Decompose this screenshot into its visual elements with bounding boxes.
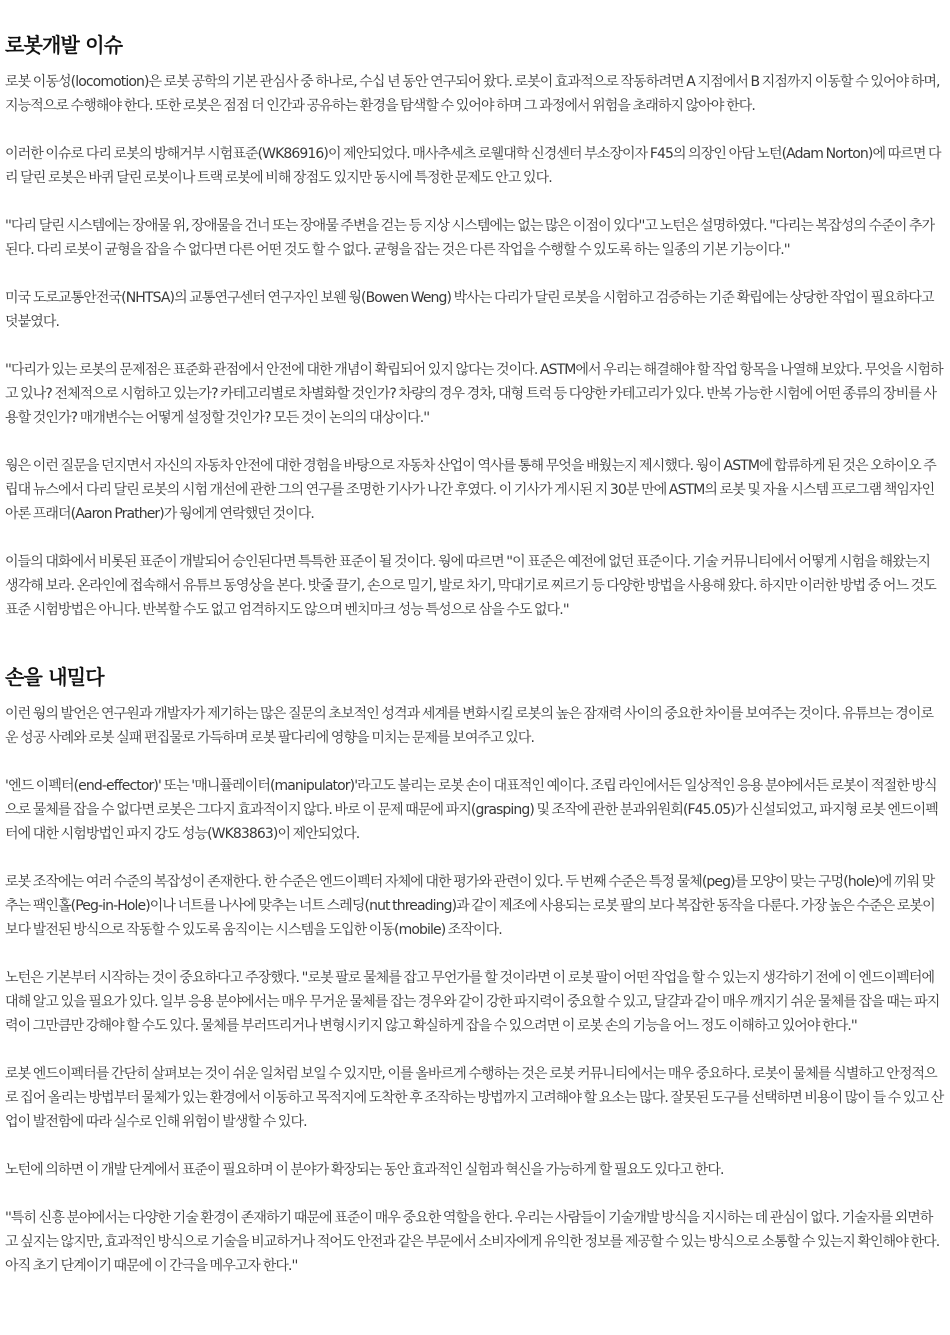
paragraph: 이들의 대화에서 비롯된 표준이 개발되어 승인된다면 특특한 표준이 될 것이다. 웡에 따르면 ''이 표준은 예전에 없던 표준이다. 기술 커뮤니티에서 어떻게 시험을 해왔는지 생각해 보라. 온라인에 접속해서 유튜브 동영상을 본다. 밧줄 끌기, 손으로 밀기, 발로 차기, 막대기로 찌르기 등 다양한 방법을 사용해 왔다. 하지만 이러한 방법 중 어느 것도 표준 시험방법은 아니다. 반복할 수도 없고 엄격하지도 않으며 벤치마크 성능 특성으로 삼을 수도 없다.'' [5,554,936,618]
paragraph: 웡은 이런 질문을 던지면서 자신의 자동차 안전에 대한 경험을 바탕으로 자동차 산업이 역사를 통해 무엇을 배웠는지 제시했다. 웡이 ASTM에 합류하게 된 것은 오하이오 주립대 뉴스에서 다리 달린 로봇의 시험 개선에 관한 그의 연구를 조명한 기사가 나간 후였다. 이 기사가 게시된 지 30분 만에 ASTM의 로봇 및 자율 시스템 프로그램 책임자인 아론 프래더(Aaron Prather)가 웡에게 연락했던 것이다. [5,458,936,522]
paragraph: ''다리가 있는 로봇의 문제점은 표준화 관점에서 안전에 대한 개념이 확립되어 있지 않다는 것이다. ASTM에서 우리는 해결해야 할 작업 항목을 나열해 보았다. 무엇을 시험하고 있나? 전체적으로 시험하고 있는가? 카테고리별로 차별화할 것인가? 차량의 경우 경차, 대형 트럭 등 다양한 카테고리가 있다. 반복 가능한 시험에 어떤 종류의 장비를 사용할 것인가? 매개변수는 어떻게 설정할 것인가? 모든 것이 논의의 대상이다.'' [5,362,943,426]
paragraph: 이러한 이슈로 다리 로봇의 방해거부 시험표준(WK86916)이 제안되었다. 매사추세츠 로웰대학 신경센터 부소장이자 F45의 의장인 아담 노턴(Adam Norton)에 따르면 다리 달린 로봇은 바퀴 달린 로봇이나 트랙 로봇에 비해 장점도 있지만 동시에 특정한 문제도 안고 있다. [5,146,941,186]
paragraph: 로봇 조작에는 여러 수준의 복잡성이 존재한다. 한 수준은 엔드이펙터 자체에 대한 평가와 관련이 있다. 두 번째 수준은 특정 물체(peg)를 모양이 맞는 구멍(hole)에 끼워 맞추는 팩인홀(Peg-in-Hole)이나 너트를 나사에 맞추는 너트 스레딩(nut threading)과 같이 제조에 사용되는 로봇 팔의 보다 복잡한 동작을 다룬다. 가장 높은 수준은 로봇이 보다 발전된 방식으로 작동할 수 있도록 움직이는 시스템을 도입한 이동(mobile) 조작이다. [5,874,935,938]
paragraph: 미국 도로교통안전국(NHTSA)의 교통연구센터 연구자인 보웬 웡(Bowen Weng) 박사는 다리가 달린 로봇을 시험하고 검증하는 기준 확립에는 상당한 작업이 필요하다고 덧붙였다. [5,290,934,330]
section-heading-reach-out: 손을 내밀다 [5,665,104,689]
paragraph: 노턴은 기본부터 시작하는 것이 중요하다고 주장했다. ''로봇 팔로 물체를 잡고 무언가를 할 것이라면 이 로봇 팔이 어떤 작업을 할 수 있는지 생각하기 전에 이 엔드이펙터에 대해 알고 있을 필요가 있다. 일부 응용 분야에서는 매우 무거운 물체를 잡는 경우와 같이 강한 파지력이 중요할 수 있고, 달걀과 같이 매우 깨지기 쉬운 물체를 잡을 때는 파지력이 그만큼만 강해야 할 수도 있다. 물체를 부러뜨리거나 변형시키지 않고 확실하게 잡을 수 있으려면 이 로봇 손의 기능을 어느 정도 이해하고 있어야 한다.'' [5,970,940,1034]
paragraph: ''다리 달린 시스템에는 장애물 위, 장애물을 건너 또는 장애물 주변을 걷는 등 지상 시스템에는 없는 많은 이점이 있다''고 노턴은 설명하였다. ''다리는 복잡성의 수준이 추가된다. 다리 로봇이 균형을 잡을 수 없다면 다른 어떤 것도 할 수 없다. 균형을 잡는 것은 다른 작업을 수행할 수 있도록 하는 일종의 기본 기능이다.'' [5,218,935,258]
paragraph: 이런 웡의 발언은 연구원과 개발자가 제기하는 많은 질문의 초보적인 성격과 세계를 변화시킬 로봇의 높은 잠재력 사이의 중요한 차이를 보여주는 것이다. 유튜브는 경이로운 성공 사례와 로봇 실패 편집물로 가득하며 로봇 팔다리에 영향을 미치는 문제를 보여주고 있다. [5,706,934,746]
paragraph: 로봇 엔드이펙터를 간단히 살펴보는 것이 쉬운 일처럼 보일 수 있지만, 이를 올바르게 수행하는 것은 로봇 커뮤니티에서는 매우 중요하다. 로봇이 물체를 식별하고 안정적으로 집어 올리는 방법부터 물체가 있는 환경에서 이동하고 목적지에 도착한 후 조작하는 방법까지 고려해야 할 요소는 많다. 잘못된 도구를 선택하면 비용이 많이 들 수 있고 산업이 발전함에 따라 실수로 인해 위험이 발생할 수 있다. [5,1066,944,1130]
paragraph: 로봇 이동성(locomotion)은 로봇 공학의 기본 관심사 중 하나로, 수십 년 동안 연구되어 왔다. 로봇이 효과적으로 작동하려면 A 지점에서 B 지점까지 이동할 수 있어야 하며, 지능적으로 수행해야 한다. 또한 로봇은 점점 더 인간과 공유하는 환경을 탐색할 수 있어야 하며 그 과정에서 위험을 초래하지 않아야 한다. [5,74,940,114]
paragraph: 노턴에 의하면 이 개발 단계에서 표준이 필요하며 이 분야가 확장되는 동안 효과적인 실험과 혁신을 가능하게 할 필요도 있다고 한다. [5,1162,724,1178]
paragraph: '엔드 이펙터(end-effector)' 또는 '매니퓰레이터(manipulator)'라고도 불리는 로봇 손이 대표적인 예이다. 조립 라인에서든 일상적인 응용 분야에서든 로봇이 적절한 방식으로 물체를 잡을 수 없다면 로봇은 그다지 효과적이지 않다. 바로 이 문제 때문에 파지(grasping) 및 조작에 관한 분과위원회(F45.05)가 신설되었고, 파지형 로봇 엔드이펙터에 대한 시험방법인 파지 강도 성능(WK83863)이 제안되었다. [5,778,938,842]
paragraph: ''특히 신흥 분야에서는 다양한 기술 환경이 존재하기 때문에 표준이 매우 중요한 역할을 한다. 우리는 사람들이 기술개발 방식을 지시하는 데 관심이 없다. 기술자를 외면하고 싶지는 않지만, 효과적인 방식으로 기술을 비교하거나 적어도 안전과 같은 부문에서 소비자에게 유익한 정보를 제공할 수 있는 방식으로 소통할 수 있는지 확인해야 한다. 아직 초기 단계이기 때문에 이 간극을 메우고자 한다.'' [5,1210,940,1274]
section-heading-robot-issues: 로봇개발 이슈 [5,33,123,57]
